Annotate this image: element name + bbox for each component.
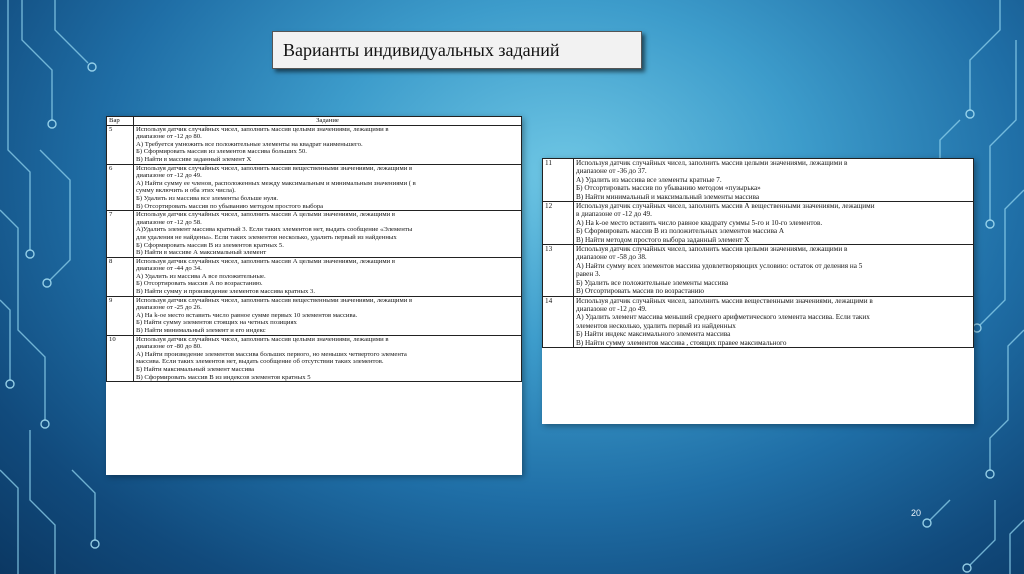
task-text	[134, 257, 522, 296]
task-line: Б) Отсортировать массив А по возрастанию.	[136, 280, 263, 288]
table-row	[107, 335, 522, 382]
task-line: диапазоне от -12 до 80.	[136, 133, 202, 141]
assignment-table-right	[542, 158, 974, 424]
variant-number: 13	[543, 245, 574, 296]
task-line: А) Удалить элемент массива меньший среднего арифметического элемента массива. Если таких	[576, 313, 870, 322]
variant-number: 9	[107, 296, 134, 335]
table-row	[543, 202, 974, 245]
task-line: В) Отсортировать массив по возрастанию	[576, 287, 704, 296]
task-line: Используя датчик случайных чисел, заполнить массив вещественными значениями, лежащими в	[136, 164, 413, 172]
table-body	[107, 125, 522, 382]
task-line: Б) Найти максимальный элемент массива	[136, 366, 255, 373]
table-row	[107, 164, 522, 211]
task-line: диапазоне от -58 до 38.	[576, 253, 647, 262]
slide-title-box	[272, 31, 642, 69]
task-line: А) Требуется умножить все положительные элементы на квадрат наименьшего.	[136, 140, 363, 148]
task-line: В) Сформировать массив В из индексов элементов кратных 5	[136, 373, 311, 381]
variant-number: 14	[543, 296, 574, 347]
task-line: в диапазоне от -12 до 49.	[576, 210, 652, 219]
task-line: В) Найти минимальный элемент и его индекс	[136, 327, 266, 335]
task-line: Б) Найти индекс максимального элемента массива	[576, 330, 731, 339]
task-line: В) Найти сумму элементов массива , стоящих правее максимального	[576, 338, 787, 347]
task-line: А) На k-ое место вставить число равное квадрату суммы 5-го и 10-го элементов.	[576, 218, 823, 227]
task-line: Б) Найти сумму элементов стоящих на четных позициях	[136, 319, 297, 327]
table-body	[543, 159, 974, 348]
task-line: В) Найти методом простого выбора заданный элемент Х	[576, 235, 750, 244]
task-line: диапазоне от -44 до 34.	[136, 265, 202, 273]
task-line: диапазоне от -12 до 49.	[576, 304, 647, 313]
table-row	[107, 296, 522, 335]
task-line: сумму включить и оба этих числа).	[136, 187, 236, 195]
task-line: А) Найти произведение элементов массива больших первого, но меньших четвертого элемента	[136, 350, 407, 358]
variant-number: 8	[107, 257, 134, 296]
header-variant: Вар	[107, 117, 134, 126]
variant-number: 5	[107, 125, 134, 164]
table-row	[107, 211, 522, 258]
task-line: диапазоне от -25 до 26.	[136, 304, 202, 312]
task-line: Используя датчик случайных чисел, заполнить массив целыми значениями, лежащими в	[136, 125, 389, 133]
variants-table-1	[106, 116, 522, 382]
task-line: диапазоне от -80 до 80.	[136, 343, 202, 351]
table-row	[107, 125, 522, 164]
task-line: А) На k-ое место вставить число равное сумме первых 10 элементов массива.	[136, 311, 358, 319]
header-task: Задание	[134, 117, 522, 126]
task-line: А) Удалить из массива все элементы кратные 7.	[576, 175, 722, 184]
task-line: А) Найти сумму всех элементов массива удовлетворяющих условию: остаток от деления на 5	[576, 261, 863, 270]
task-text	[134, 296, 522, 335]
task-text	[574, 245, 974, 296]
task-line: В) Найти в массиве заданный элемент Х	[136, 155, 252, 163]
task-line: Б) Сформировать массив В из элементов кратных 5.	[136, 241, 284, 249]
task-line: диапазоне от -36 до 37.	[576, 167, 647, 176]
task-line: А) Удалить из массива А все положительные.	[136, 272, 266, 280]
task-line: для удаления не найдены». Если таких элементов несколько, удалить первый из найденных	[136, 233, 397, 241]
variants-table-2	[542, 158, 974, 348]
task-line: Б) Удалить все положительные элементы массива	[576, 278, 729, 287]
task-text	[134, 335, 522, 382]
task-line: равен 3.	[576, 270, 601, 279]
task-text	[574, 202, 974, 245]
task-text	[574, 159, 974, 202]
task-text	[574, 296, 974, 347]
task-line: Используя датчик случайных чисел, заполнить массив А целыми значениями, лежащими в	[136, 257, 395, 265]
task-line: Используя датчик случайных чисел, заполнить массив вещественными значениями, лежащими в	[136, 296, 413, 304]
variant-number: 7	[107, 211, 134, 258]
task-line: Б) Удалить из массива все элементы больше нуля.	[136, 194, 279, 202]
task-line: В) Найти минимальный и максимальный элементы массива	[576, 192, 760, 201]
variant-number: 11	[543, 159, 574, 202]
task-line: В) Отсортировать массив по убыванию методом простого выбора	[136, 202, 324, 210]
task-text	[134, 211, 522, 258]
task-line: Используя датчик случайных чисел, заполнить массив А целыми значениями, лежащими в	[136, 211, 395, 219]
table-row	[543, 296, 974, 347]
task-line: В) Найти сумму и произведение элементов массива кратных 3.	[136, 288, 316, 296]
task-line: Б) Сформировать массив В из положительных элементов массива А	[576, 227, 785, 236]
variant-number: 12	[543, 202, 574, 245]
variant-number: 6	[107, 164, 134, 211]
task-line: Используя датчик случайных чисел, заполнить массив целыми значениями, лежащими в	[576, 159, 848, 167]
task-line: диапазоне от -12 до 58.	[136, 218, 202, 226]
task-text	[134, 164, 522, 211]
task-text	[134, 125, 522, 164]
task-line: Используя датчик случайных чисел, заполнить массив А вещественными значениями, лежащими	[576, 202, 875, 211]
table-header-row	[107, 117, 522, 126]
task-line: Используя датчик случайных чисел, заполнить массив вещественными значениями, лежащими в	[576, 296, 873, 305]
page-number: 20	[911, 508, 922, 518]
assignment-table-left	[106, 116, 522, 475]
task-line: массива. Если таких элементов нет, выдать сообщение об отсутствии таких элементов.	[136, 358, 384, 366]
table-row	[543, 159, 974, 202]
table-row	[543, 245, 974, 296]
task-line: В) Найти в массиве А максимальный элемент	[136, 249, 267, 257]
task-line: диапазоне от -12 до 49.	[136, 172, 202, 180]
slide-title: Варианты индивидуальных заданий	[283, 39, 560, 60]
task-line: Б) Отсортировать массив по убыванию методом «пузырька»	[576, 184, 761, 193]
task-line: элементов несколько, удалить первый из найденных	[576, 321, 736, 330]
task-line: А) Найти сумму ее членов, расположенных между максимальным и минимальным значениями ( в	[136, 179, 416, 187]
variant-number: 10	[107, 335, 134, 382]
task-line: Используя датчик случайных чисел, заполнить массив целыми значениями, лежащими в	[576, 245, 848, 254]
task-line: Б) Сформировать массив из элементов массива больших 50.	[136, 148, 307, 156]
task-line: Используя датчик случайных чисел, заполнить массив целыми значениями, лежащими в	[136, 335, 389, 343]
task-line: А)Удалить элемент массива кратный 3. Если таких элементов нет, выдать сообщение «Элементы	[136, 226, 413, 234]
table-row	[107, 257, 522, 296]
